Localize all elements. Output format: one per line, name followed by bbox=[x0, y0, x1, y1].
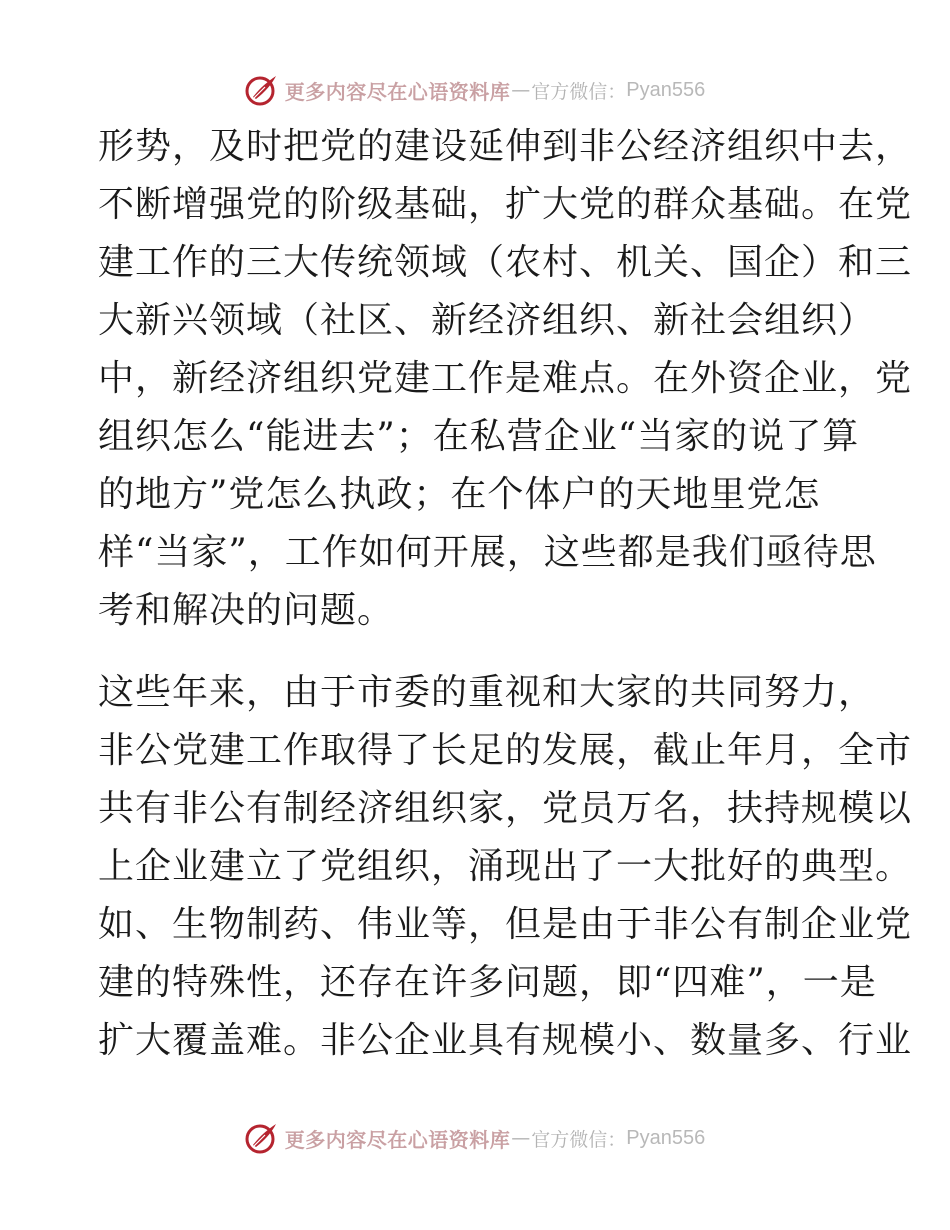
text-line: 形势，及时把党的建设延伸到非公经济组织中去， bbox=[98, 126, 913, 167]
footer-banner bbox=[0, 1118, 950, 1158]
paragraph-spacer bbox=[98, 640, 858, 664]
text-line: 建工作的三大传统领域（农村、机关、国企）和三 bbox=[98, 242, 913, 283]
banner-title: 更多内容尽在心语资料库 bbox=[284, 1127, 511, 1152]
header-banner bbox=[0, 70, 950, 110]
text-line: 上企业建立了党组织，涌现出了一大批好的典型。 bbox=[98, 846, 913, 887]
text-line: 的地方”党怎么执政；在个体户的天地里党怎 bbox=[98, 474, 821, 515]
text-line: 大新兴领域（社区、新经济组织、新社会组织） bbox=[98, 300, 876, 341]
banner-wechat-label: 官方微信： bbox=[531, 80, 627, 103]
text-line: 如、生物制药、伟业等，但是由于非公有制企业党 bbox=[98, 904, 913, 945]
text-line: 扩大覆盖难。非公企业具有规模小、数量多、行业 bbox=[98, 1020, 913, 1061]
quill-logo-icon bbox=[245, 1121, 279, 1155]
text-line: 这些年来，由于市委的重视和大家的共同努力， bbox=[98, 672, 876, 713]
quill-logo-icon bbox=[245, 73, 279, 107]
banner-dash: — bbox=[511, 1127, 531, 1149]
banner-title: 更多内容尽在心语资料库 bbox=[284, 79, 511, 104]
paragraph-1 bbox=[98, 118, 913, 640]
text-line: 组织怎么“能进去”；在私营企业“当家的说了算 bbox=[98, 416, 860, 457]
text-line: 不断增强党的阶级基础，扩大党的群众基础。在党 bbox=[98, 184, 913, 225]
text-line: 样“当家”，工作如何开展，这些都是我们亟待思 bbox=[98, 532, 877, 573]
text-line: 共有非公有制经济组织家，党员万名，扶持规模以 bbox=[98, 788, 913, 829]
banner-dash: — bbox=[511, 79, 531, 101]
document-body bbox=[98, 118, 913, 1070]
text-line: 非公党建工作取得了长足的发展，截止年月，全市 bbox=[98, 730, 913, 771]
text-line: 中，新经济组织党建工作是难点。在外资企业，党 bbox=[98, 358, 913, 399]
banner-wechat-handle: Pyan556 bbox=[626, 1126, 706, 1149]
paragraph-2 bbox=[98, 664, 913, 1070]
text-line: 考和解决的问题。 bbox=[98, 590, 395, 631]
banner-wechat-handle: Pyan556 bbox=[626, 78, 706, 101]
text-line: 建的特殊性，还存在许多问题，即“四难”，一是 bbox=[98, 962, 877, 1003]
banner-wechat-label: 官方微信： bbox=[531, 1128, 627, 1151]
